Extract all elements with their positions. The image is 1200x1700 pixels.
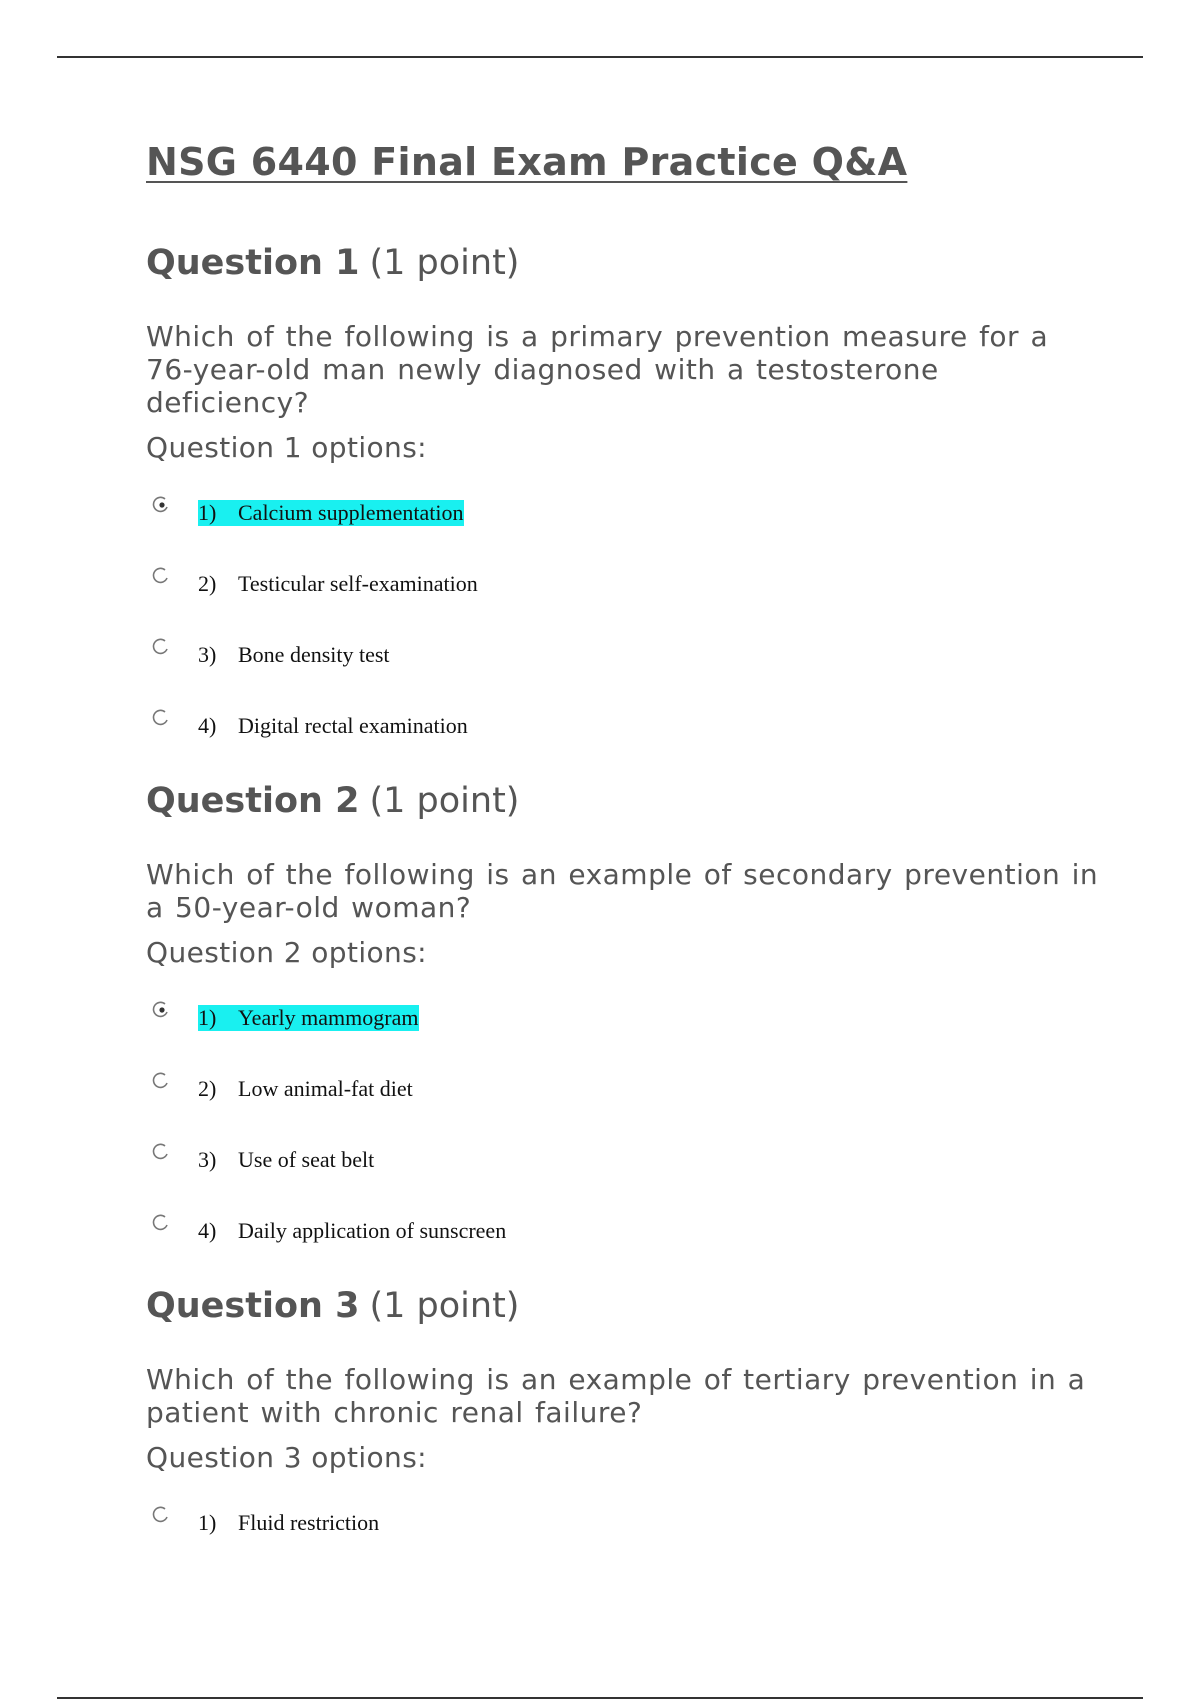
question-heading bbox=[146, 780, 1106, 822]
question-points: (1 point) bbox=[369, 1285, 520, 1326]
question-text: Which of the following is an example of tertiary prevention in a patient with chronic renal failure? bbox=[146, 1362, 1086, 1429]
radio-icon[interactable] bbox=[152, 709, 170, 727]
option-item[interactable] bbox=[146, 1129, 1106, 1200]
option-item[interactable] bbox=[146, 624, 1106, 695]
question-text: Which of the following is an example of secondary prevention in a 50-year-old woman? bbox=[146, 857, 1099, 924]
question-options-label: Question 2 options: bbox=[146, 935, 428, 969]
exam-content bbox=[146, 140, 1106, 1577]
radio-icon[interactable] bbox=[152, 567, 170, 585]
question-text: Which of the following is a primary prevention measure for a 76-year-old man newly diagnosed with a testosterone deficiency? bbox=[146, 319, 1049, 419]
bottom-rule bbox=[57, 1697, 1143, 1699]
option-label: 1) Calcium supplementation bbox=[198, 499, 464, 525]
question-heading bbox=[146, 242, 1106, 284]
question-label: Question 3 bbox=[146, 1285, 360, 1326]
question-1 bbox=[146, 242, 1106, 766]
question-options-label: Question 1 options: bbox=[146, 430, 428, 464]
option-label: 2) Testicular self-examination bbox=[198, 570, 478, 596]
question-2 bbox=[146, 780, 1106, 1271]
question-options-label: Question 3 options: bbox=[146, 1440, 428, 1474]
radio-icon[interactable] bbox=[152, 638, 170, 656]
top-rule bbox=[57, 56, 1143, 58]
option-item[interactable] bbox=[146, 482, 1106, 553]
option-item[interactable] bbox=[146, 1058, 1106, 1129]
option-label: 4) Digital rectal examination bbox=[198, 712, 468, 738]
option-item[interactable] bbox=[146, 553, 1106, 624]
option-label: 1) Yearly mammogram bbox=[198, 1004, 419, 1030]
radio-selected-icon[interactable] bbox=[152, 496, 170, 514]
question-label: Question 1 bbox=[146, 242, 360, 283]
options-list bbox=[146, 1492, 1106, 1563]
question-heading bbox=[146, 1285, 1106, 1327]
option-item[interactable] bbox=[146, 987, 1106, 1058]
options-list bbox=[146, 987, 1106, 1271]
option-label: 4) Daily application of sunscreen bbox=[198, 1217, 507, 1243]
question-3 bbox=[146, 1285, 1106, 1563]
radio-icon[interactable] bbox=[152, 1072, 170, 1090]
option-item[interactable] bbox=[146, 1492, 1106, 1563]
question-points: (1 point) bbox=[369, 780, 520, 821]
question-label: Question 2 bbox=[146, 780, 360, 821]
document-title: NSG 6440 Final Exam Practice Q&A bbox=[146, 140, 908, 184]
option-label: 2) Low animal-fat diet bbox=[198, 1075, 413, 1101]
radio-icon[interactable] bbox=[152, 1214, 170, 1232]
option-item[interactable] bbox=[146, 695, 1106, 766]
radio-icon[interactable] bbox=[152, 1506, 170, 1524]
option-label: 3) Use of seat belt bbox=[198, 1146, 375, 1172]
question-points: (1 point) bbox=[369, 242, 520, 283]
option-label: 1) Fluid restriction bbox=[198, 1509, 380, 1535]
radio-selected-icon[interactable] bbox=[152, 1001, 170, 1019]
option-label: 3) Bone density test bbox=[198, 641, 390, 667]
radio-icon[interactable] bbox=[152, 1143, 170, 1161]
option-item[interactable] bbox=[146, 1200, 1106, 1271]
options-list bbox=[146, 482, 1106, 766]
